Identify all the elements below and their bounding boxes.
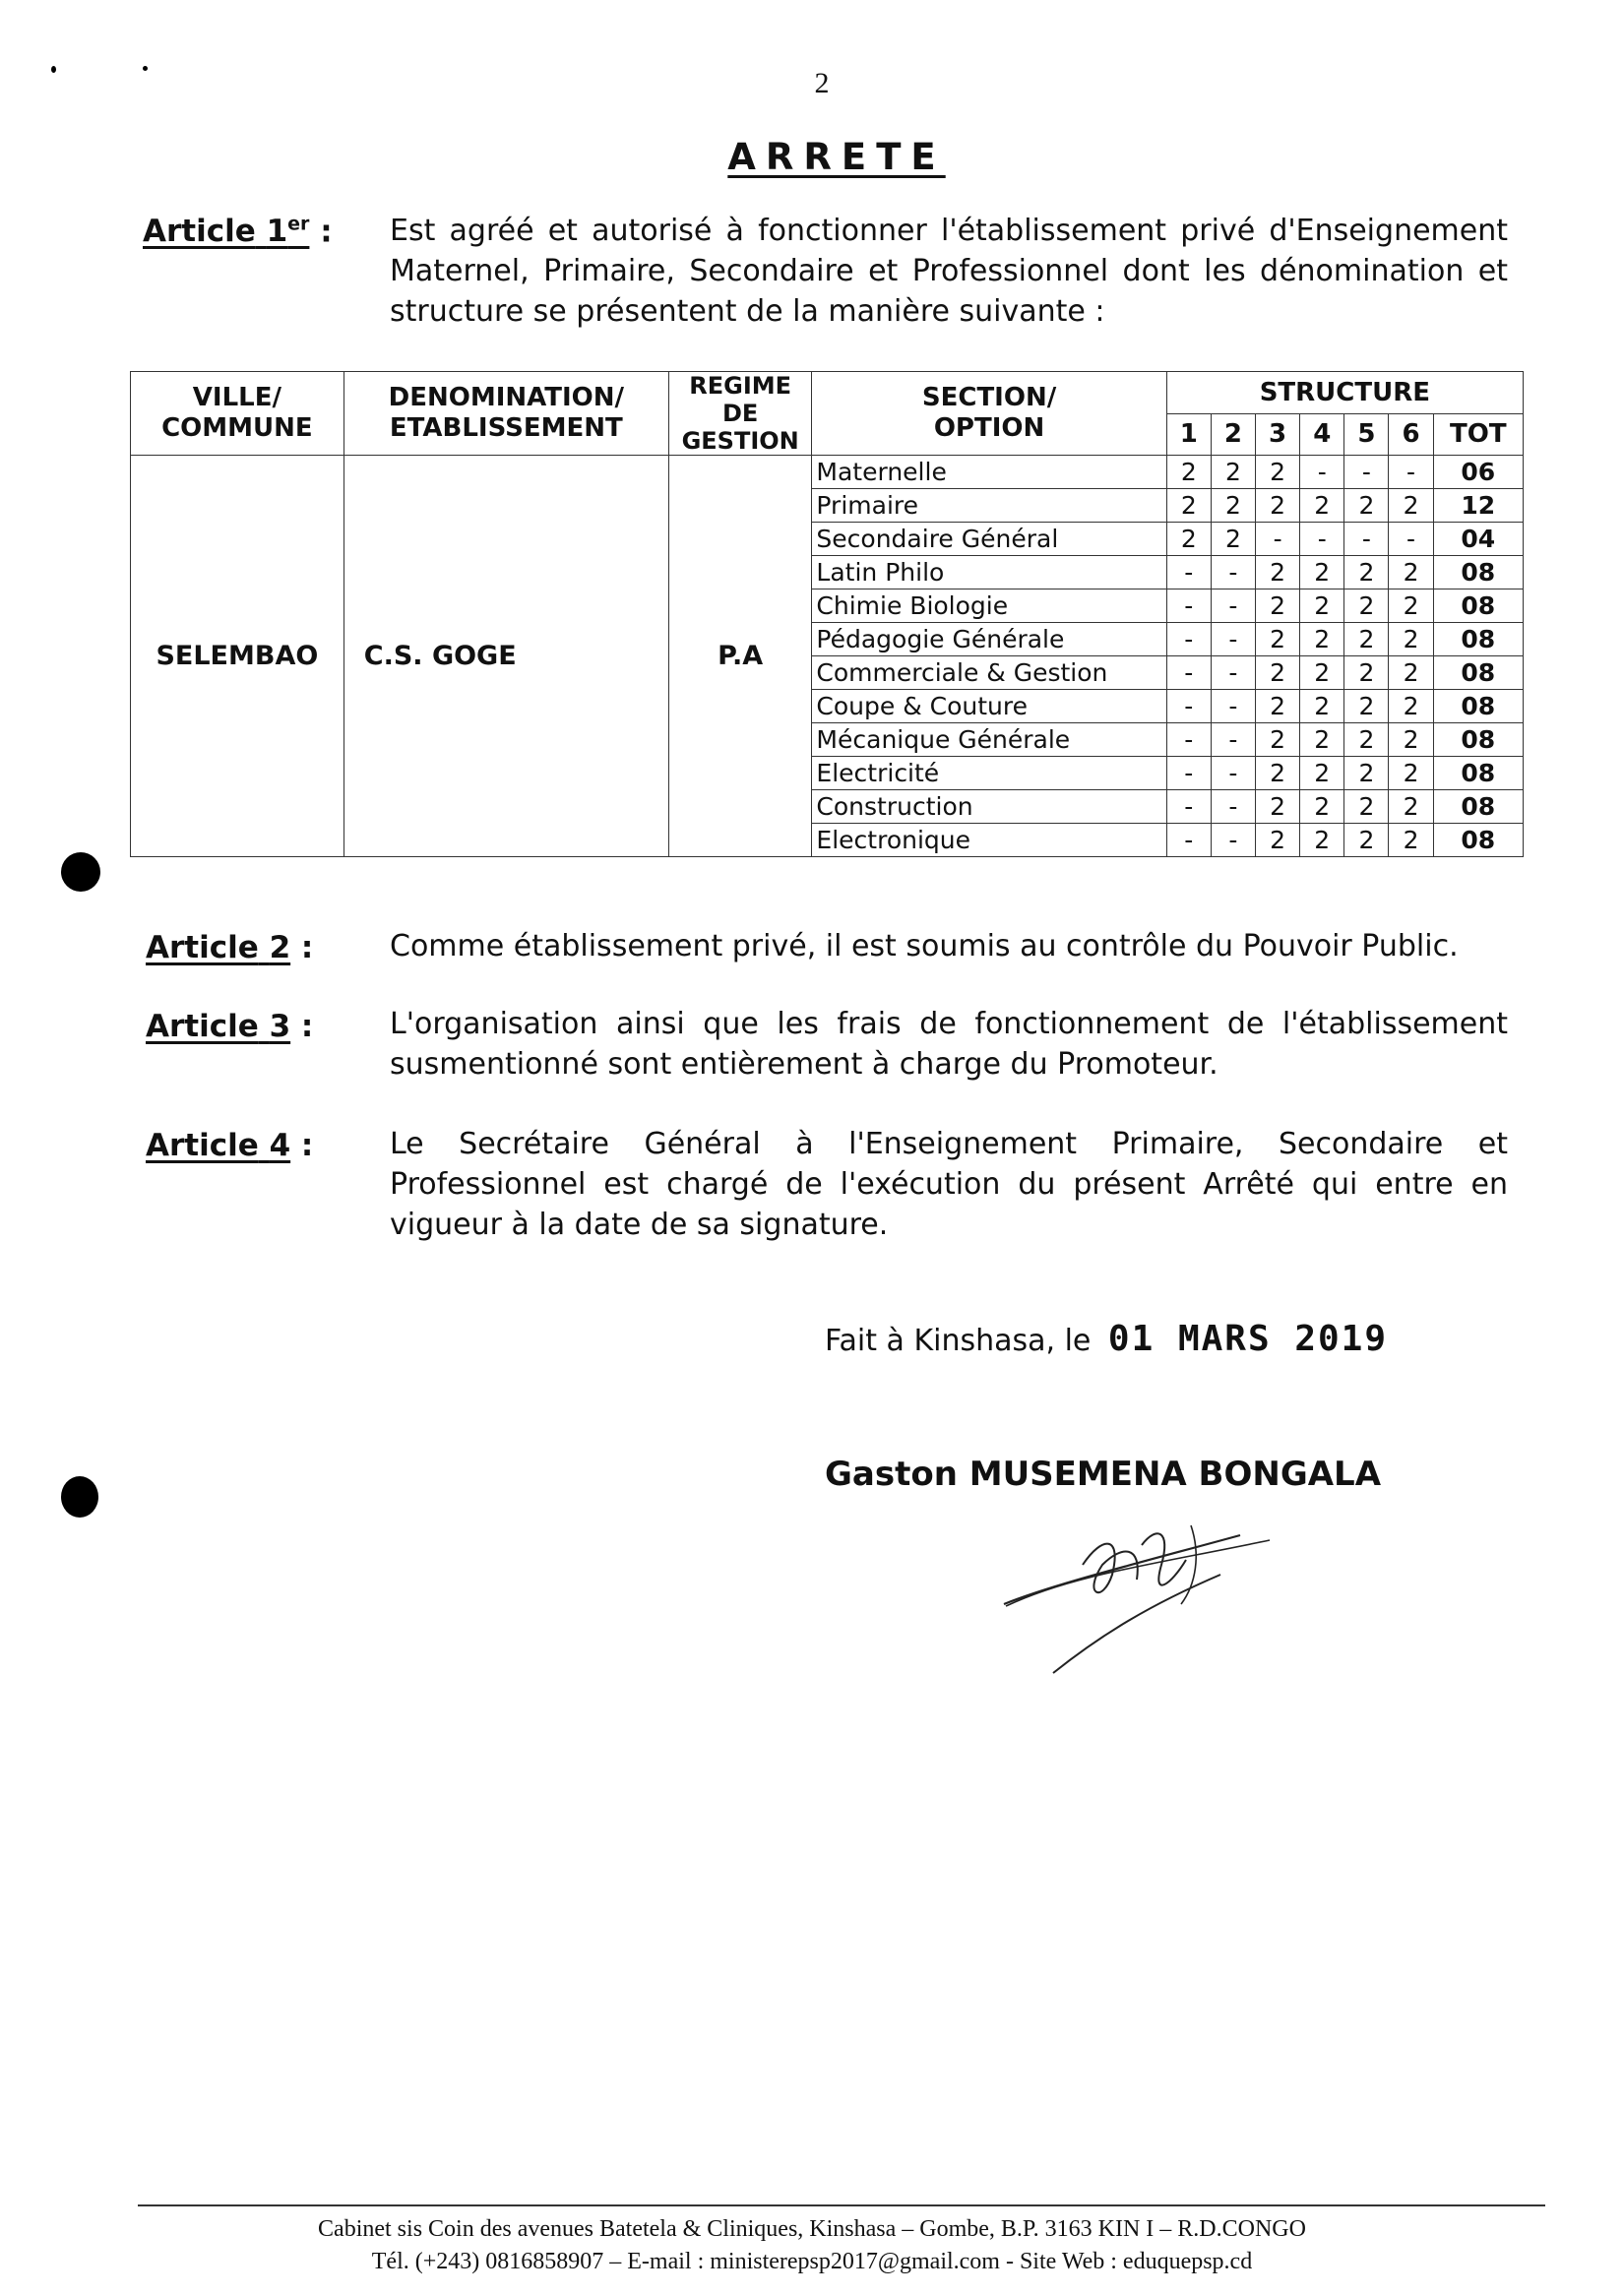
cell-year-1: - [1166,790,1211,824]
cell-year-4: 2 [1300,590,1344,623]
cell-year-4: 2 [1300,623,1344,656]
cell-year-5: 2 [1344,556,1389,590]
cell-year-5: 2 [1344,757,1389,790]
cell-section: Latin Philo [812,556,1166,590]
cell-year-3: 2 [1256,556,1300,590]
scan-mark [143,66,148,71]
header-col-1: 1 [1166,414,1211,456]
cell-total: 06 [1433,456,1523,489]
cell-year-5: - [1344,456,1389,489]
cell-section: Coupe & Couture [812,690,1166,723]
cell-total: 08 [1433,656,1523,690]
cell-year-2: - [1211,824,1255,857]
cell-section: Maternelle [812,456,1166,489]
cell-total: 08 [1433,690,1523,723]
header-col-3: 3 [1256,414,1300,456]
cell-ville: SELEMBAO [131,456,344,857]
cell-year-5: 2 [1344,590,1389,623]
cell-year-4: 2 [1300,757,1344,790]
cell-section: Commerciale & Gestion [812,656,1166,690]
cell-year-3: 2 [1256,757,1300,790]
cell-year-5: - [1344,523,1389,556]
cell-total: 08 [1433,790,1523,824]
cell-year-5: 2 [1344,623,1389,656]
cell-denomination: C.S. GOGE [344,456,668,857]
cell-year-2: 2 [1211,489,1255,523]
cell-section: Electronique [812,824,1166,857]
handwritten-signature [994,1506,1289,1683]
cell-year-5: 2 [1344,824,1389,857]
cell-total: 08 [1433,824,1523,857]
cell-year-6: - [1389,456,1433,489]
cell-year-6: 2 [1389,790,1433,824]
header-regime: REGIME DE GESTION [668,372,812,456]
page-number: 2 [814,67,830,99]
cell-year-6: 2 [1389,489,1433,523]
cell-year-4: - [1300,523,1344,556]
cell-section: Mécanique Générale [812,723,1166,757]
cell-year-6: 2 [1389,656,1433,690]
cell-total: 08 [1433,590,1523,623]
cell-year-2: - [1211,656,1255,690]
cell-section: Electricité [812,757,1166,790]
hole-punch [61,852,100,892]
cell-total: 08 [1433,723,1523,757]
cell-year-2: 2 [1211,523,1255,556]
footer-contact: Tél. (+243) 0816858907 – E-mail : ministerepsp2017@gmail.com - Site Web : eduquepsp.cd [371,2249,1253,2274]
cell-year-1: 2 [1166,523,1211,556]
cell-year-2: - [1211,590,1255,623]
cell-year-4: 2 [1300,656,1344,690]
article-1-text: Est agréé et autorisé à fonctionner l'établissement privé d'Enseignement Maternel, Primaire, Secondaire et Professionnel dont les dénomination et structure se présentent de la manière suivante : [390,214,1508,329]
cell-total: 08 [1433,757,1523,790]
cell-section: Chimie Biologie [812,590,1166,623]
cell-year-2: - [1211,556,1255,590]
header-section: SECTION/ OPTION [812,372,1166,456]
structure-table [130,371,1524,857]
cell-year-3: 2 [1256,456,1300,489]
article-2-label: Article 2 : [146,930,314,965]
article-3-text: L'organisation ainsi que les frais de fonctionnement de l'établissement susmentionné sont entièrement à charge du Promoteur. [390,1007,1508,1082]
footer-address: Cabinet sis Coin des avenues Batetela & Cliniques, Kinshasa – Gombe, B.P. 3163 KIN I – R.D.CONGO [318,2216,1306,2242]
cell-year-6: 2 [1389,723,1433,757]
article-1-label: Article 1er : [143,214,333,250]
cell-year-3: 2 [1256,489,1300,523]
cell-year-6: 2 [1389,757,1433,790]
article-3-label: Article 3 : [146,1009,314,1044]
cell-year-5: 2 [1344,723,1389,757]
cell-year-1: - [1166,656,1211,690]
cell-year-6: 2 [1389,590,1433,623]
cell-year-2: 2 [1211,456,1255,489]
cell-year-1: - [1166,590,1211,623]
scan-mark [51,66,56,73]
cell-year-1: - [1166,757,1211,790]
cell-year-3: 2 [1256,690,1300,723]
cell-year-6: - [1389,523,1433,556]
cell-year-6: 2 [1389,623,1433,656]
table-row [131,456,1524,489]
header-structure: STRUCTURE [1166,372,1523,414]
cell-year-3: 2 [1256,723,1300,757]
footer-rule [138,2204,1545,2206]
header-col-5: 5 [1344,414,1389,456]
cell-year-2: - [1211,623,1255,656]
date-stamp: 01 MARS 2019 [1107,1319,1389,1359]
header-col-4: 4 [1300,414,1344,456]
cell-year-4: 2 [1300,690,1344,723]
cell-section: Secondaire Général [812,523,1166,556]
cell-total: 04 [1433,523,1523,556]
cell-year-3: 2 [1256,623,1300,656]
cell-section: Construction [812,790,1166,824]
cell-year-3: 2 [1256,656,1300,690]
cell-year-1: 2 [1166,489,1211,523]
header-tot: TOT [1433,414,1523,456]
cell-year-1: - [1166,824,1211,857]
cell-year-2: - [1211,723,1255,757]
cell-year-1: - [1166,556,1211,590]
cell-year-1: - [1166,723,1211,757]
header-col-2: 2 [1211,414,1255,456]
cell-section: Pédagogie Générale [812,623,1166,656]
cell-total: 08 [1433,623,1523,656]
cell-year-5: 2 [1344,489,1389,523]
article-4-text: Le Secrétaire Général à l'Enseignement Primaire, Secondaire et Professionnel est chargé de l'exécution du présent Arrêté qui entre en vigueur à la date de sa signature. [390,1127,1508,1242]
article-4-label: Article 4 : [146,1128,314,1163]
header-col-6: 6 [1389,414,1433,456]
cell-year-4: 2 [1300,489,1344,523]
header-denomination: DENOMINATION/ ETABLISSEMENT [344,372,668,456]
cell-year-1: - [1166,690,1211,723]
cell-year-5: 2 [1344,690,1389,723]
place-date: Fait à Kinshasa, le 01 MARS 2019 [825,1319,1389,1359]
cell-year-3: 2 [1256,824,1300,857]
cell-year-4: 2 [1300,824,1344,857]
cell-year-1: - [1166,623,1211,656]
cell-year-3: 2 [1256,790,1300,824]
cell-year-1: 2 [1166,456,1211,489]
cell-year-5: 2 [1344,656,1389,690]
article-2-text: Comme établissement privé, il est soumis au contrôle du Pouvoir Public. [390,929,1459,963]
cell-year-4: 2 [1300,556,1344,590]
cell-total: 12 [1433,489,1523,523]
cell-year-6: 2 [1389,556,1433,590]
cell-year-4: 2 [1300,723,1344,757]
cell-year-4: - [1300,456,1344,489]
cell-section: Primaire [812,489,1166,523]
cell-year-2: - [1211,690,1255,723]
cell-total: 08 [1433,556,1523,590]
cell-year-6: 2 [1389,824,1433,857]
signatory-name: Gaston MUSEMENA BONGALA [825,1455,1382,1494]
cell-year-5: 2 [1344,790,1389,824]
cell-regime: P.A [668,456,812,857]
cell-year-2: - [1211,790,1255,824]
cell-year-4: 2 [1300,790,1344,824]
header-ville: VILLE/ COMMUNE [131,372,344,456]
document-title: ARRETE [727,136,946,178]
cell-year-2: - [1211,757,1255,790]
cell-year-6: 2 [1389,690,1433,723]
hole-punch [61,1476,98,1518]
cell-year-3: 2 [1256,590,1300,623]
cell-year-3: - [1256,523,1300,556]
